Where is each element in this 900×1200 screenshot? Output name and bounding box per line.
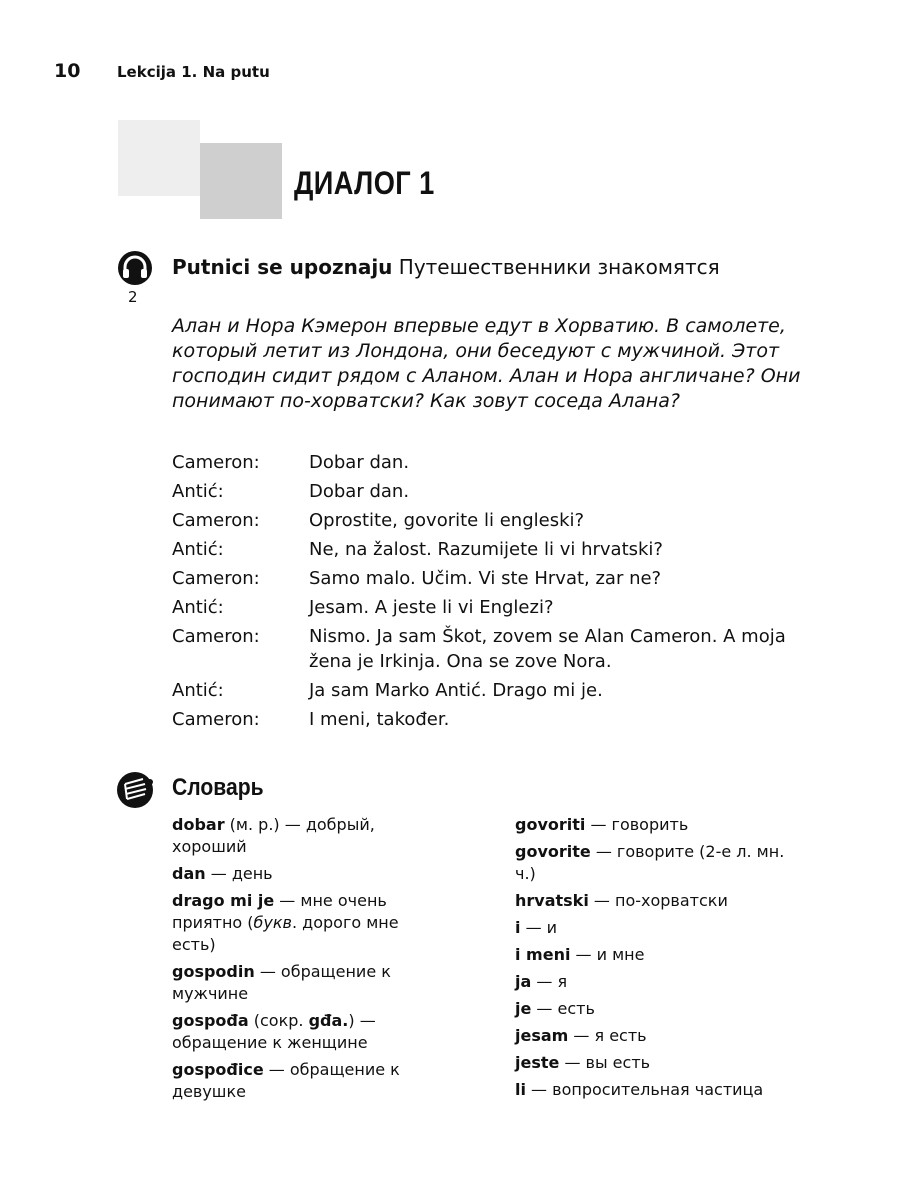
vocab-note: — говорить: [585, 815, 689, 834]
vocab-note: (м. р.) — добрый, хороший: [172, 815, 375, 856]
dialog-line: [172, 707, 812, 732]
vocab-term: govorite: [515, 842, 591, 861]
vocab-note: — обращение к девушке: [172, 1060, 400, 1101]
vocabulary-entry: [515, 890, 795, 912]
dialog-line: [172, 479, 812, 504]
vocabulary-entry: [515, 944, 795, 966]
dialog-speaker: Cameron:: [172, 626, 260, 647]
vocab-note-tail: . дорого мне есть): [172, 913, 399, 954]
vocab-term: dan: [172, 864, 206, 883]
dialog-text: Samo malo. Učim. Vi ste Hrvat, zar ne?: [309, 568, 662, 589]
vocabulary-column-right: [515, 814, 795, 1106]
audio-track-number: 2: [128, 288, 138, 306]
vocab-term: jeste: [515, 1053, 560, 1072]
vocabulary-entry: [515, 841, 795, 885]
vocabulary-icon: [115, 770, 157, 810]
vocabulary-entry: [515, 1025, 795, 1047]
vocab-note: — говорите (2-е л. мн. ч.): [515, 842, 785, 883]
dialog-heading-hr: Putnici se upoznaju: [172, 255, 393, 279]
vocab-term: gospodin: [172, 962, 255, 981]
dialog-heading: [172, 255, 720, 279]
decorative-square-light: [118, 120, 200, 196]
dialog-lines: [172, 450, 812, 736]
dialog-text: Nismo. Ja sam Škot, zovem se Alan Cameron. A moja žena je Irkinja. Ona se zove Nora.: [309, 626, 786, 672]
dialog-text: Oprostite, govorite li engleski?: [309, 510, 585, 531]
dialog-line: [172, 624, 812, 674]
dialog-speaker: Antić:: [172, 597, 224, 618]
vocab-note-italic: букв: [253, 913, 292, 932]
vocabulary-entry: [515, 971, 795, 993]
dialog-line: [172, 566, 812, 591]
vocabulary-entry: [515, 998, 795, 1020]
dialog-text: Jesam. A jeste li vi Englezi?: [309, 597, 554, 618]
vocabulary-entry: [172, 1059, 442, 1103]
section-title: ДИАЛОГ 1: [294, 165, 435, 201]
dialog-speaker: Cameron:: [172, 510, 260, 531]
vocabulary-title: Словарь: [172, 774, 264, 801]
vocab-note: — и: [520, 918, 558, 937]
vocab-note: — есть: [531, 999, 595, 1018]
vocab-note: — я: [531, 972, 568, 991]
vocab-note: — мне очень приятно (: [172, 891, 387, 932]
vocab-note: — вы есть: [559, 1053, 651, 1072]
dialog-text: I meni, također.: [309, 709, 450, 730]
vocabulary-entry: [172, 1010, 442, 1054]
headphones-icon: [116, 250, 154, 286]
dialog-speaker: Antić:: [172, 680, 224, 701]
dialog-speaker: Cameron:: [172, 452, 260, 473]
dialog-line: [172, 537, 812, 562]
vocabulary-entry: [515, 1052, 795, 1074]
dialog-speaker: Antić:: [172, 539, 224, 560]
dialog-text: Dobar dan.: [309, 452, 410, 473]
vocab-term: jesam: [515, 1026, 569, 1045]
dialog-line: [172, 595, 812, 620]
vocab-note: — день: [205, 864, 273, 883]
vocabulary-entry: [172, 961, 442, 1005]
dialog-intro: Алан и Нора Кэмерон впервые едут в Хорватию. В самолете, который летит из Лондона, они беседуют с мужчиной. Этот господин сидит рядом с Аланом. Алан и Нора англичане? Они понимают по-хорватски? Как зовут соседа Алана?: [172, 315, 801, 412]
vocab-term: ja: [515, 972, 532, 991]
dialog-line: [172, 508, 812, 533]
vocab-term: hrvatski: [515, 891, 589, 910]
vocab-term: i: [515, 918, 521, 937]
vocab-note: — вопросительная частица: [525, 1080, 764, 1099]
vocabulary-entry: [172, 814, 442, 858]
vocabulary-entry: [172, 890, 442, 956]
dialog-line: [172, 450, 812, 475]
vocab-term: li: [515, 1080, 526, 1099]
vocabulary-column-left: [172, 814, 442, 1108]
vocabulary-entry: [515, 814, 795, 836]
decorative-square-dark: [200, 143, 282, 219]
vocab-term: dobar: [172, 815, 225, 834]
vocabulary-entry: [515, 1079, 795, 1101]
vocab-note: — по-хорватски: [588, 891, 728, 910]
vocab-note: — обращение к мужчине: [172, 962, 391, 1003]
dialog-speaker: Cameron:: [172, 568, 260, 589]
vocabulary-entry: [172, 863, 442, 885]
dialog-speaker: Cameron:: [172, 709, 260, 730]
page-number: 10: [54, 60, 81, 82]
vocab-note: (сокр.: [248, 1011, 309, 1030]
running-head: Lekcija 1. Na putu: [117, 63, 270, 81]
dialog-speaker: Antić:: [172, 481, 224, 502]
vocab-abbrev: gđa.: [308, 1011, 349, 1030]
dialog-heading-ru: Путешественники знакомятся: [398, 255, 720, 279]
vocab-note: — я есть: [568, 1026, 647, 1045]
dialog-text: Dobar dan.: [309, 481, 410, 502]
vocab-term: je: [515, 999, 532, 1018]
vocab-note: — и мне: [570, 945, 645, 964]
vocab-term: gospođa: [172, 1011, 249, 1030]
vocab-term: i meni: [515, 945, 571, 964]
vocabulary-entry: [515, 917, 795, 939]
vocab-term: govoriti: [515, 815, 586, 834]
dialog-text: Ne, na žalost. Razumijete li vi hrvatski?: [309, 539, 663, 560]
vocab-term: drago mi je: [172, 891, 275, 910]
dialog-text: Ja sam Marko Antić. Drago mi je.: [309, 680, 603, 701]
dialog-line: [172, 678, 812, 703]
vocab-note-tail: ) — обращение к женщине: [172, 1011, 376, 1052]
vocab-term: gospođice: [172, 1060, 264, 1079]
